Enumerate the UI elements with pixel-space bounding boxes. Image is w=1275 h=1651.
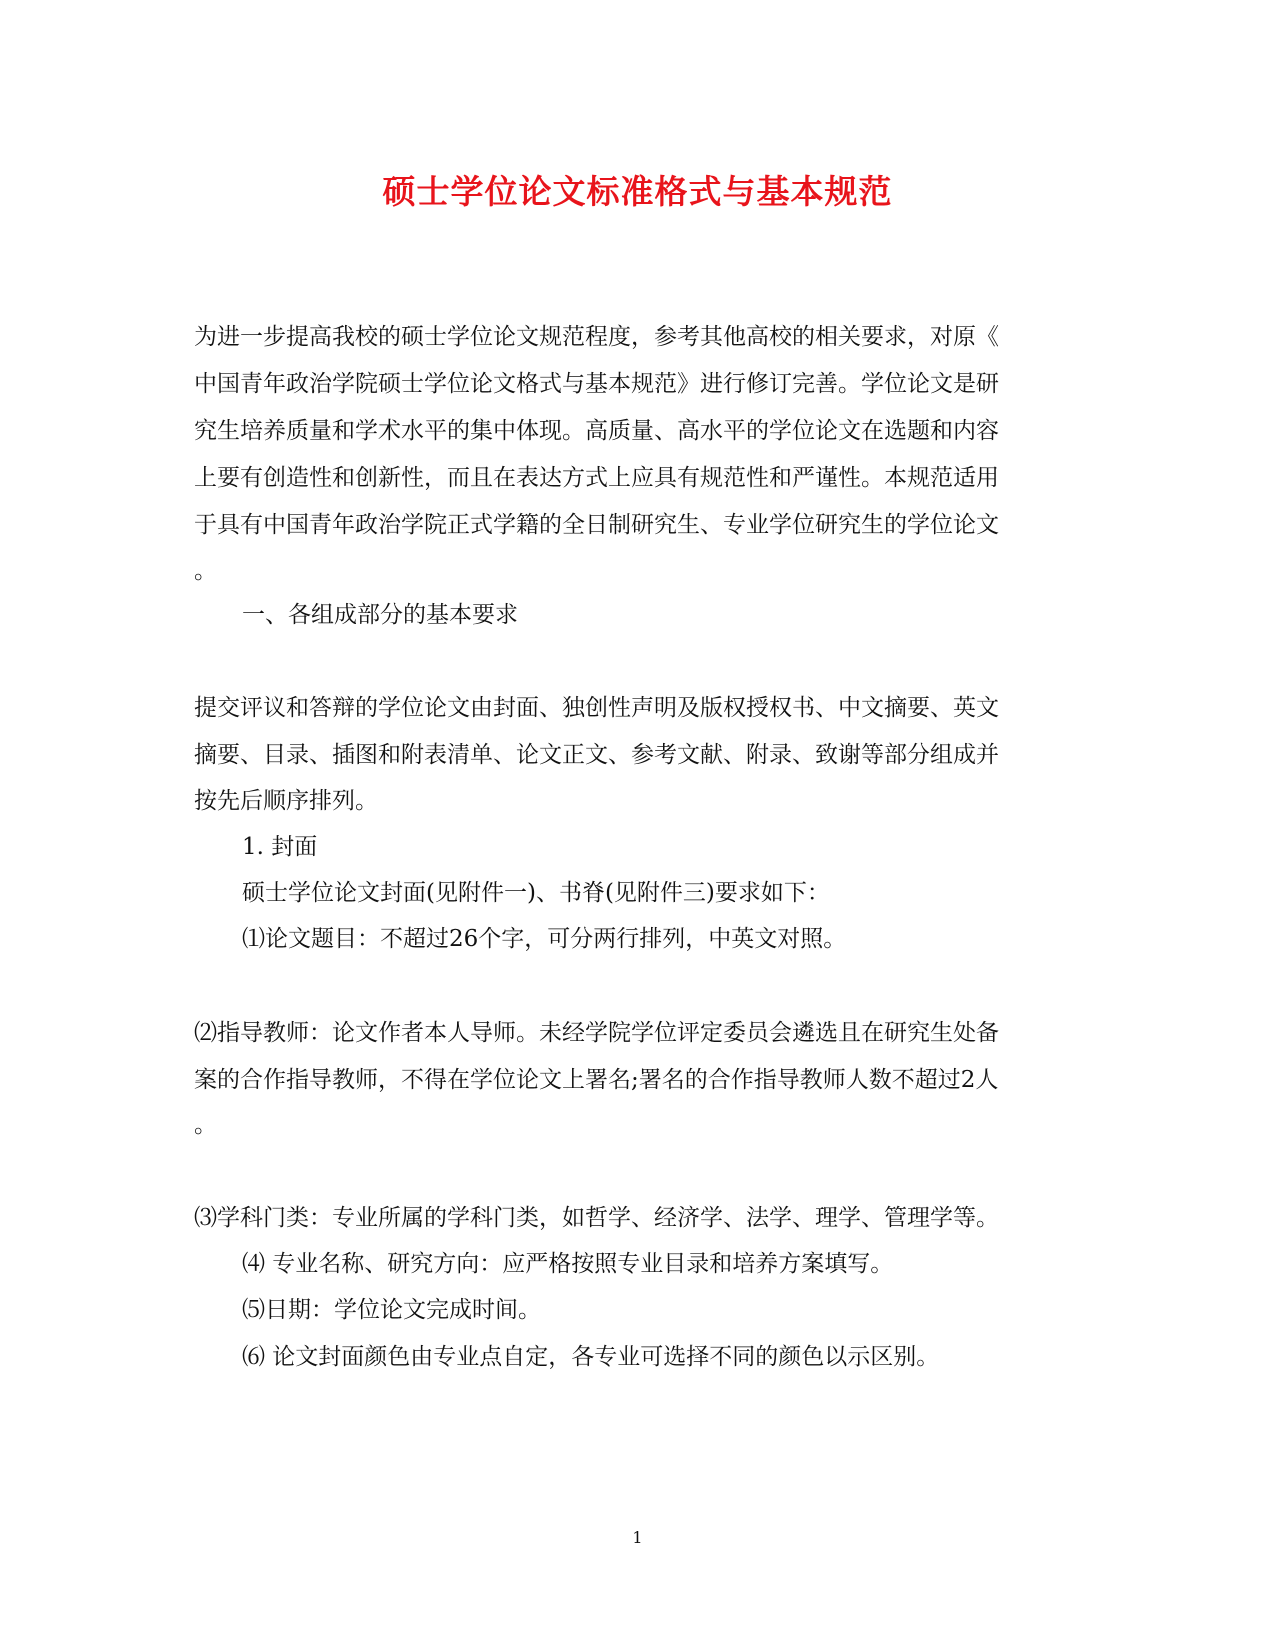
- intro-line-4: 上要有创造性和创新性，而且在表达方式上应具有规范性和严谨性。本规范适用: [194, 465, 999, 491]
- document-title: 硕士学位论文标准格式与基本规范: [382, 172, 893, 211]
- cover-item-4: ⑷ 专业名称、研究方向：应严格按照专业目录和培养方案填写。: [242, 1251, 894, 1277]
- cover-item-2-line-3: 。: [194, 1112, 217, 1138]
- cover-item-2-line-1: ⑵指导教师：论文作者本人导师。未经学院学位评定委员会遴选且在研究生处备: [194, 1020, 999, 1046]
- intro-line-3: 究生培养质量和学术水平的集中体现。高质量、高水平的学位论文在选题和内容: [194, 418, 999, 444]
- subheading-cover: 1. 封面: [242, 834, 318, 860]
- cover-item-1: ⑴论文题目：不超过26个字，可分两行排列，中英文对照。: [242, 926, 847, 952]
- cover-item-3: ⑶学科门类：专业所属的学科门类，如哲学、经济学、法学、理学、管理学等。: [194, 1205, 999, 1231]
- page-number: 1: [632, 1528, 643, 1547]
- components-line-1: 提交评议和答辩的学位论文由封面、独创性声明及版权授权书、中文摘要、英文: [194, 695, 999, 721]
- cover-item-5: ⑸日期：学位论文完成时间。: [242, 1297, 541, 1323]
- components-line-2: 摘要、目录、插图和附表清单、论文正文、参考文献、附录、致谢等部分组成并: [194, 742, 999, 768]
- intro-line-2: 中国青年政治学院硕士学位论文格式与基本规范》进行修订完善。学位论文是研: [194, 371, 999, 397]
- components-line-3: 按先后顺序排列。: [194, 788, 378, 814]
- intro-line-6: 。: [194, 558, 217, 584]
- intro-line-1: 为进一步提高我校的硕士学位论文规范程度，参考其他高校的相关要求，对原《: [194, 324, 999, 350]
- intro-line-5: 于具有中国青年政治学院正式学籍的全日制研究生、专业学位研究生的学位论文: [194, 512, 999, 538]
- cover-item-2-line-2: 案的合作指导教师，不得在学位论文上署名;署名的合作指导教师人数不超过2人: [194, 1067, 999, 1093]
- cover-intro: 硕士学位论文封面(见附件一)、书脊(见附件三)要求如下：: [242, 880, 830, 906]
- section-heading: 一、各组成部分的基本要求: [242, 602, 518, 628]
- cover-item-6: ⑹ 论文封面颜色由专业点自定，各专业可选择不同的颜色以示区别。: [242, 1344, 940, 1370]
